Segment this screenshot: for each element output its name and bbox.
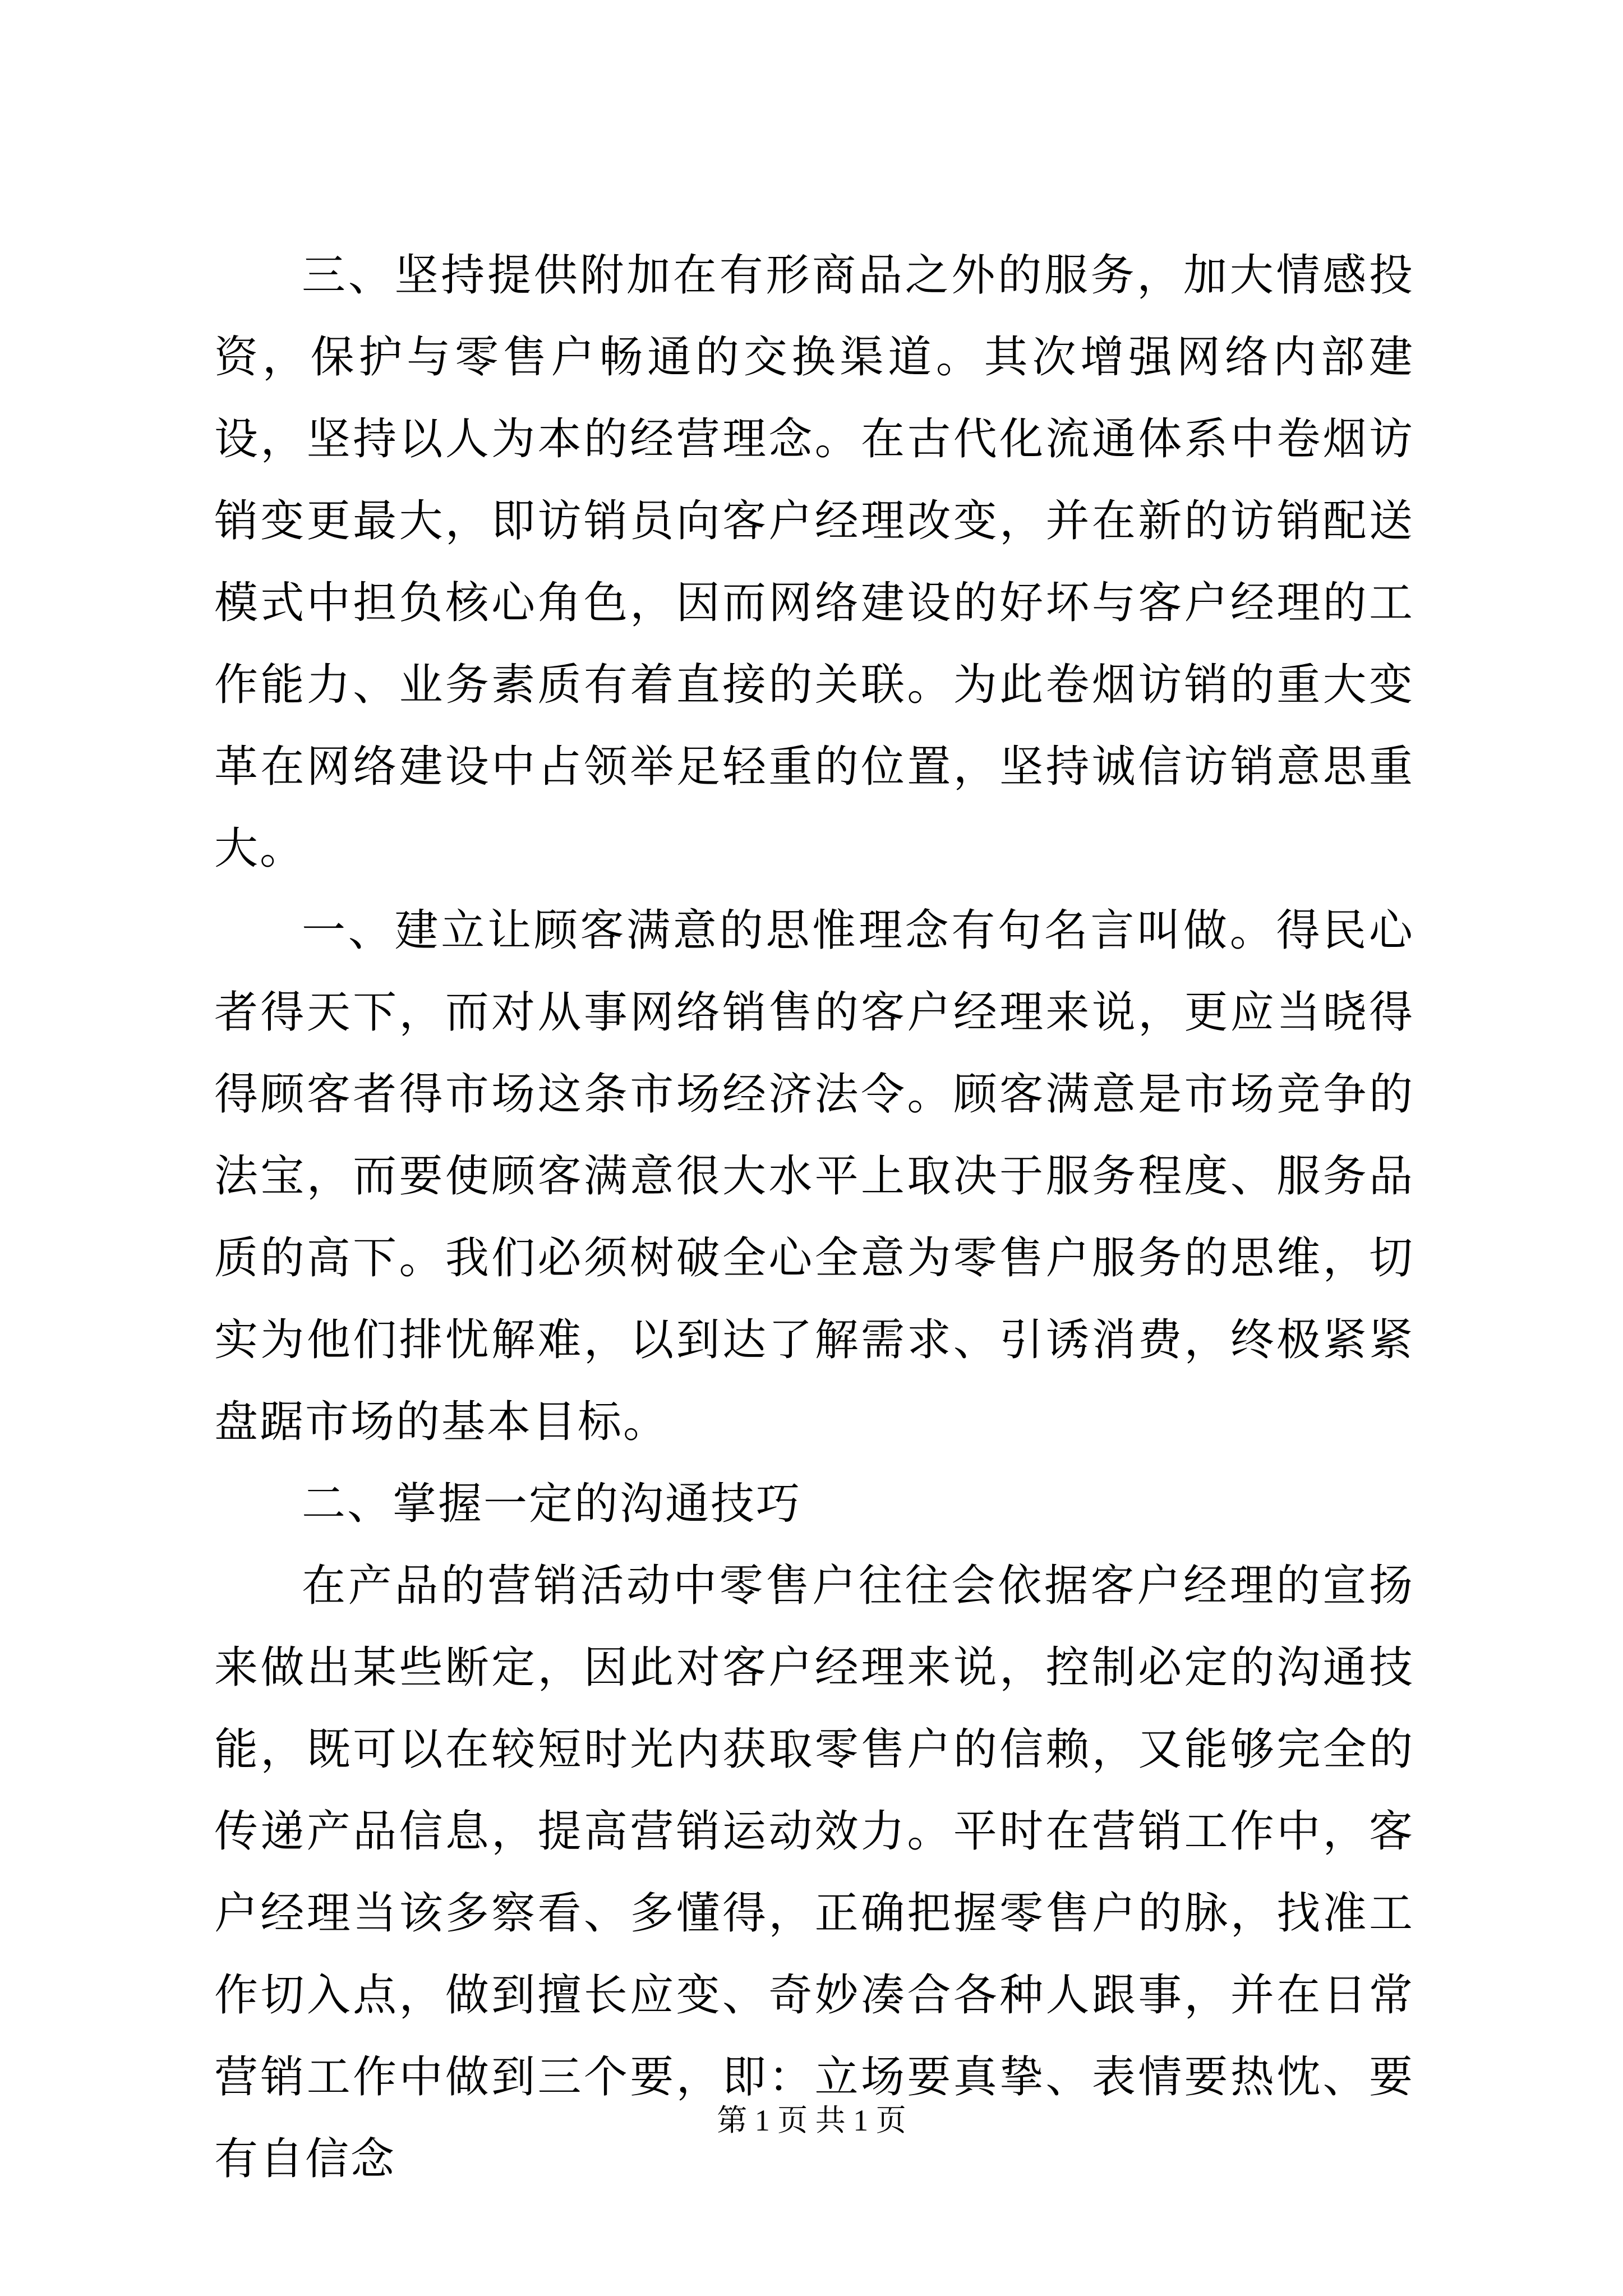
paragraph-section-two-body: 在产品的营销活动中零售户往往会依据客户经理的宣扬来做出某些断定，因此对客户经理来说，控制必定的沟通技能，既可以在较短时光内获取零售户的信赖，又能够完全的传递产品信息，提高营销运动效力。平时在营销工作中，客户经理当该多察看、多懂得，正确把握零售户的脉，找准工作切入点，做到擅长应变、奇妙凑合各种人跟事，并在日常营销工作中做到三个要，即：立场要真挚、表情要热忱、要有自信念 <box>214 1561 1414 2184</box>
heading-section-two: 二、掌握一定的沟通技巧 <box>302 1479 802 1529</box>
paragraph-section-one: 一、建立让顾客满意的思惟理念有句名言叫做。得民心者得天下，而对从事网络销售的客户经理来说，更应当晓得得顾客者得市场这条市场经济法令。顾客满意是市场竞争的法宝，而要使顾客满意很大水平上取决于服务程度、服务品质的高下。我们必须树破全心全意为零售户服务的思维，切实为他们排忧解难，以到达了解需求、引诱消费，终极紧紧盘踞市场的基本目标。 <box>214 905 1414 1447</box>
paragraph-section-three: 三、坚持提供附加在有形商品之外的服务，加大情感投资，保护与零售户畅通的交换渠道。其次增强网络内部建设，坚持以人为本的经营理念。在古代化流通体系中卷烟访销变更最大，即访销员向客户经理改变，并在新的访销配送模式中担负核心角色，因而网络建设的好坏与客户经理的工作能力、业务素质有着直接的关联。为此卷烟访销的重大变革在网络建设中占领举足轻重的位置，坚持诚信访销意思重大。 <box>214 250 1414 874</box>
document-body <box>214 234 1414 2200</box>
page-footer: 第 1 页 共 1 页 <box>717 2104 906 2137</box>
